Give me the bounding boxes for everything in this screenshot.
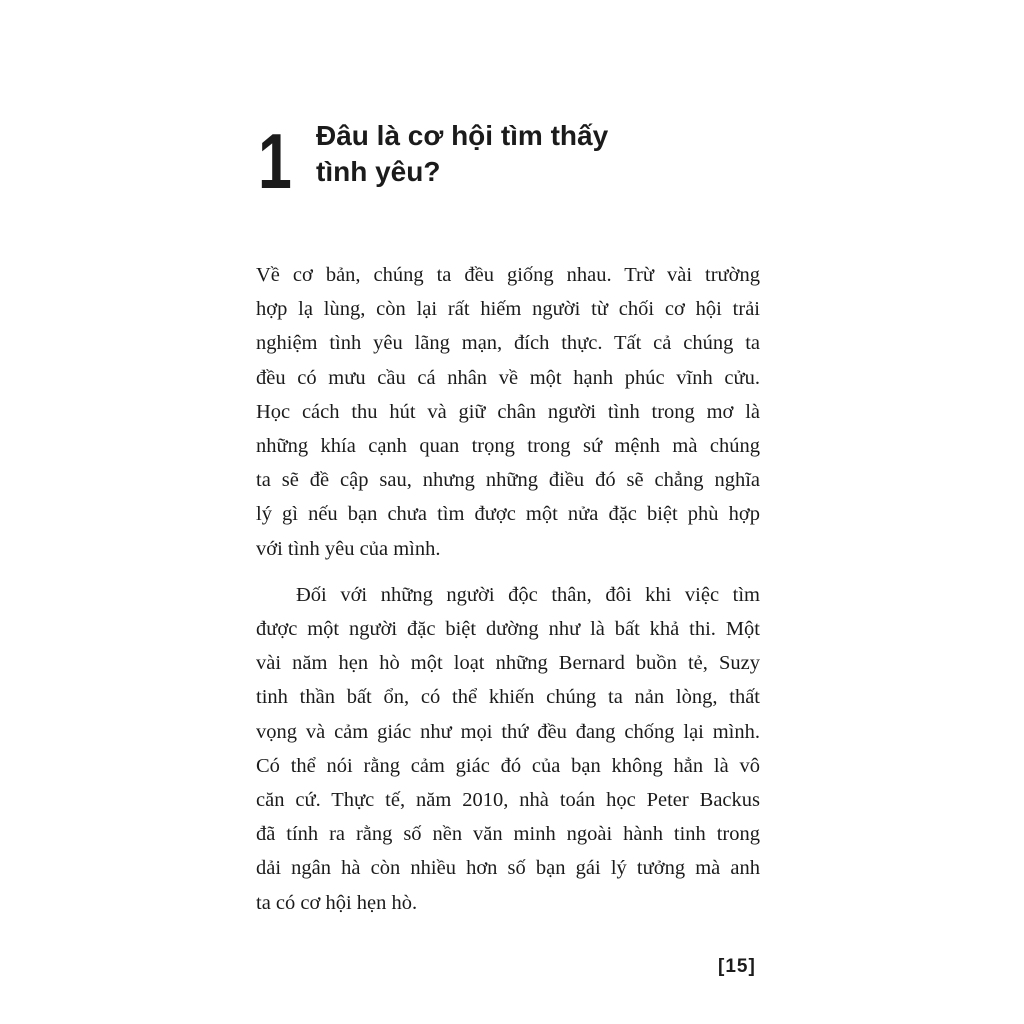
chapter-title-line: Đâu là cơ hội tìm thấy xyxy=(316,120,609,151)
text-line: đều có mưu cầu cá nhân về một hạnh phúc vĩnh cửu. xyxy=(256,366,760,389)
text-line: vài năm hẹn hò một loạt những Bernard buồn tẻ, Suzy xyxy=(256,652,760,675)
text-line: hợp lạ lùng, còn lại rất hiếm người từ chối cơ hội trải xyxy=(256,298,760,321)
text-line: tinh thần bất ổn, có thể khiến chúng ta nản lòng, thất xyxy=(256,686,760,709)
paragraph xyxy=(256,578,776,920)
text-line: căn cứ. Thực tế, năm 2010, nhà toán học Peter Backus xyxy=(256,789,760,812)
text-line: ta có cơ hội hẹn hò. xyxy=(256,891,418,914)
text-line: Về cơ bản, chúng ta đều giống nhau. Trừ vài trường xyxy=(256,264,760,286)
text-line: được một người đặc biệt dường như là bất khả thi. Một xyxy=(256,618,760,641)
text-line: những khía cạnh quan trọng trong sứ mệnh mà chúng xyxy=(256,435,760,458)
text-line: Học cách thu hút và giữ chân người tình trong mơ là xyxy=(256,400,760,423)
paragraph xyxy=(256,258,776,566)
page-number: [15] xyxy=(718,956,756,977)
text-line: với tình yêu của mình. xyxy=(256,537,441,560)
text-line: nghiệm tình yêu lãng mạn, đích thực. Tất cả chúng ta xyxy=(256,332,760,355)
text-line: Có thể nói rằng cảm giác đó của bạn không hẳn là vô xyxy=(256,754,760,777)
text-line: dải ngân hà còn nhiều hơn số bạn gái lý tưởng mà anh xyxy=(256,857,760,880)
text-line: đã tính ra rằng số nền văn minh ngoài hành tinh trong xyxy=(256,823,760,846)
chapter-header xyxy=(258,117,609,205)
chapter-number: 1 xyxy=(258,117,292,205)
chapter-title-line: tình yêu? xyxy=(316,156,441,187)
text-line: Đối với những người độc thân, đôi khi việc tìm xyxy=(296,583,760,606)
text-line: lý gì nếu bạn chưa tìm được một nửa đặc biệt phù hợp xyxy=(256,503,760,526)
text-line: vọng và cảm giác như mọi thứ đều đang chống lại mình. xyxy=(256,720,760,743)
paragraph-gap xyxy=(256,566,776,578)
body-text xyxy=(256,258,776,920)
chapter-title xyxy=(316,118,608,190)
text-line: ta sẽ đề cập sau, nhưng những điều đó sẽ chẳng nghĩa xyxy=(256,469,760,492)
